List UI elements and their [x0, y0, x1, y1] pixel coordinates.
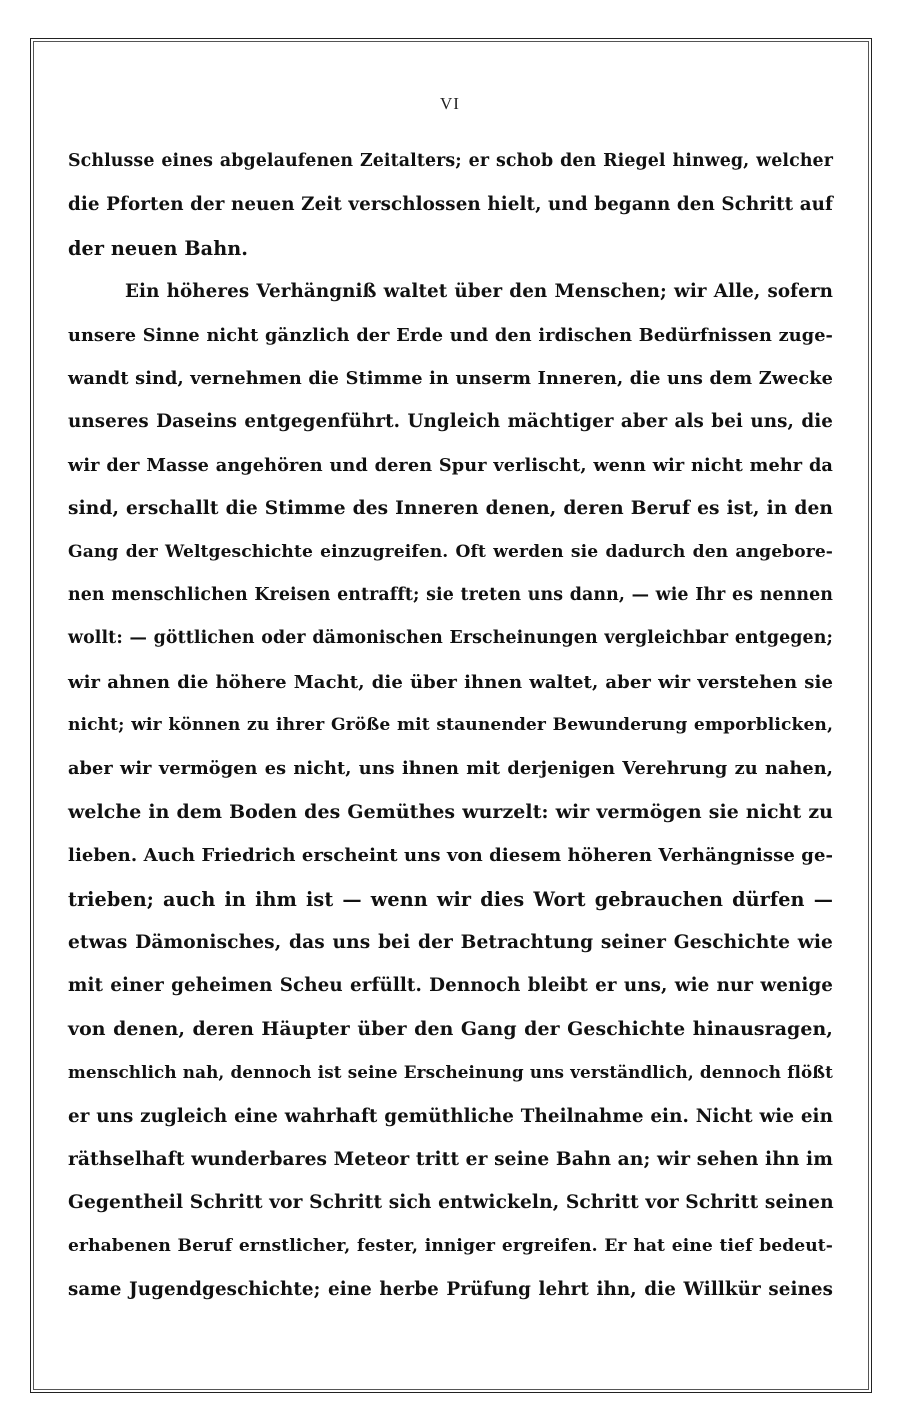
text-line: menschlich nah, dennoch ist seine Erscheinung uns verständlich, dennoch flößt	[68, 1062, 833, 1083]
text-line: der neuen Bahn.	[68, 236, 249, 260]
text-line: unsere Sinne nicht gänzlich der Erde und den irdischen Bedürfnissen zuge-	[68, 324, 833, 346]
text-line: von denen, deren Häupter über den Gang der Geschichte hinausragen,	[68, 1017, 833, 1040]
text-line: räthselhaft wunderbares Meteor tritt er seine Bahn an; wir sehen ihn im	[68, 1148, 833, 1170]
text-line: nen menschlichen Kreisen entrafft; sie treten uns dann, — wie Ihr es nennen	[68, 584, 833, 605]
text-line: nicht; wir können zu ihrer Größe mit staunender Bewunderung emporblicken,	[68, 715, 833, 736]
text-line: wollt: — göttlichen oder dämonischen Erscheinungen vergleichbar entgegen;	[68, 628, 833, 649]
text-line: wir der Masse angehören und deren Spur verlischt, wenn wir nicht mehr da	[68, 454, 833, 476]
text-line: trieben; auch in ihm ist — wenn wir dies Wort gebrauchen dürfen —	[68, 887, 833, 911]
text-line: er uns zugleich eine wahrhaft gemüthliche Theilnahme ein. Nicht wie ein	[68, 1105, 833, 1127]
text-line: welche in dem Boden des Gemüthes wurzelt: wir vermögen sie nicht zu	[68, 800, 833, 823]
text-line: Gang der Weltgeschichte einzugreifen. Oft werden sie dadurch den angebore-	[68, 541, 833, 562]
text-line: erhabenen Beruf ernstlicher, fester, inniger ergreifen. Er hat eine tief bedeut-	[68, 1235, 833, 1256]
text-line: aber wir vermögen es nicht, uns ihnen mit derjenigen Verehrung zu nahen,	[68, 758, 833, 780]
body-text	[68, 140, 833, 1312]
text-line: Gegentheil Schritt vor Schritt sich entwickeln, Schritt vor Schritt seinen	[68, 1192, 834, 1214]
text-line: die Pforten der neuen Zeit verschlossen hielt, und begann den Schritt auf	[68, 194, 833, 216]
text-line: same Jugendgeschichte; eine herbe Prüfung lehrt ihn, die Willkür seines	[68, 1279, 833, 1301]
text-line: etwas Dämonisches, das uns bei der Betrachtung seiner Geschichte wie	[68, 932, 833, 954]
text-line: unseres Daseins entgegenführt. Ungleich mächtiger aber als bei uns, die	[68, 411, 833, 433]
text-line: wir ahnen die höhere Macht, die über ihnen waltet, aber wir verstehen sie	[68, 671, 833, 693]
text-line: Schlusse eines abgelaufenen Zeitalters; er schob den Riegel hinweg, welcher	[68, 151, 833, 171]
text-line: lieben. Auch Friedrich erscheint uns von diesem höheren Verhängnisse ge-	[68, 845, 834, 867]
page-number: VI	[440, 94, 460, 113]
text-line: mit einer geheimen Scheu erfüllt. Dennoch bleibt er uns, wie nur wenige	[68, 975, 833, 997]
text-line: sind, erschallt die Stimme des Inneren denen, deren Beruf es ist, in den	[68, 498, 833, 520]
paragraph-first-line: Ein höheres Verhängniß waltet über den Menschen; wir Alle, sofern	[125, 281, 833, 303]
text-line: wandt sind, vernehmen die Stimme in unserm Inneren, die uns dem Zwecke	[68, 367, 833, 389]
